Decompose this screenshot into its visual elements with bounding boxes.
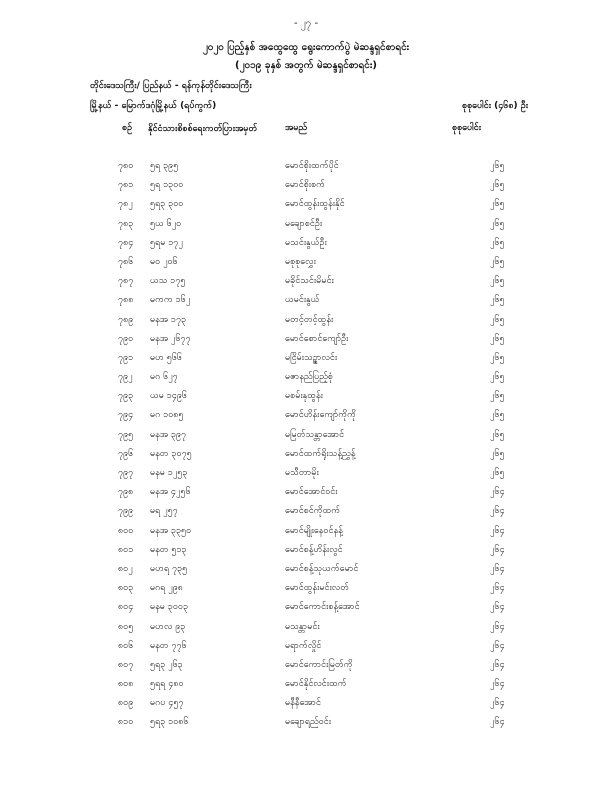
row-id: မဟရ ၇၃၅ bbox=[150, 563, 188, 574]
row-name: မရာက်လှိုင် bbox=[285, 640, 322, 651]
table-row bbox=[0, 505, 612, 524]
document-subtitle: (၂၀၁၉ ခုနှစ် အတွက် မဲဆန္ဒရှင်စာရင်း) bbox=[235, 60, 377, 71]
row-name: မောင်ကောင်းမြတ်ကို bbox=[285, 659, 353, 670]
row-number: ၇၈၈ bbox=[118, 295, 134, 306]
table-row bbox=[0, 275, 612, 294]
row-total: ၂၆၄ bbox=[490, 679, 505, 690]
row-number: ၈၁၀ bbox=[118, 717, 134, 728]
row-id: မနအ ၃၃၅၀ bbox=[150, 525, 192, 536]
row-id: မနမ ၃၀၀၃ bbox=[150, 602, 189, 613]
row-total: ၂၆၅ bbox=[490, 468, 505, 478]
row-name: မစုစုလွှေး bbox=[285, 256, 316, 267]
total-count-line: စုစုပေါင်း (၄၆၈) ဦး bbox=[462, 101, 529, 111]
row-name: မသင်းနွယ်ဦး bbox=[285, 237, 327, 248]
row-number: ၈၀၉ bbox=[118, 698, 134, 709]
row-id: ၅ရ ၃၉၅ bbox=[150, 161, 179, 171]
table-row bbox=[0, 333, 612, 352]
row-number: ၇၈၃ bbox=[118, 218, 134, 229]
table-row bbox=[0, 563, 612, 582]
row-total: ၂၆၅ bbox=[490, 429, 505, 440]
table-row bbox=[0, 160, 612, 179]
row-total: ၂၆၅ bbox=[490, 218, 505, 229]
row-number: ၈၀၅ bbox=[118, 621, 134, 632]
row-id: မနအ ၃၉၇ bbox=[150, 429, 187, 440]
table-row bbox=[0, 198, 612, 217]
column-header-total: စုစုပေါင်း bbox=[452, 123, 481, 133]
row-total: ၂၆၄ bbox=[490, 640, 505, 651]
row-id: ၅ရ ၁၃၀၀ bbox=[150, 180, 184, 191]
row-number: ၈၀၆ bbox=[118, 640, 134, 651]
row-name: မနီနီအောင် bbox=[285, 698, 321, 709]
row-total: ၂၆၅ bbox=[490, 237, 505, 248]
table-row bbox=[0, 716, 612, 735]
row-total: ၂၆၄ bbox=[490, 563, 505, 574]
row-id: မရ ၂၅၇ bbox=[150, 506, 178, 517]
row-total: ၂၆၅ bbox=[490, 256, 505, 267]
row-total: ၂၆၄ bbox=[490, 717, 505, 728]
row-id: မဟလ ၉၃ bbox=[150, 621, 186, 632]
row-number: ၇၉၂ bbox=[118, 372, 133, 383]
row-name: မောင်ဟိန်းကျော်ကိုကို bbox=[285, 410, 356, 421]
table-row bbox=[0, 294, 612, 313]
table-row bbox=[0, 371, 612, 390]
table-row bbox=[0, 582, 612, 601]
row-number: ၇၈၄ bbox=[118, 237, 134, 248]
row-total: ၂၆၅ bbox=[490, 410, 505, 421]
row-number: ၇၉၁ bbox=[118, 352, 134, 363]
row-total: ၂၆၅ bbox=[490, 199, 505, 210]
row-name: မောင်အောင်ဝင်း bbox=[285, 487, 338, 498]
row-number: ၈၀၄ bbox=[118, 602, 134, 613]
table-row bbox=[0, 697, 612, 716]
region-line: တိုင်းဒေသကြီး/ ပြည်နယ် - ရန်ကုန်တိုင်းဒေသကြီး bbox=[90, 81, 252, 91]
row-id: ၅ရ၃ ၁၀၈၆ bbox=[150, 717, 189, 728]
row-number: ၇၉၅ bbox=[118, 429, 134, 440]
row-number: ၇၈၂ bbox=[118, 199, 133, 210]
row-name: မောင်ထွန်းမင်းလတ် bbox=[285, 583, 349, 594]
row-number: ၇၈၆ bbox=[118, 256, 134, 267]
row-name: မောင်စောင်ကျော်ဦး bbox=[285, 333, 349, 344]
row-number: ၇၉၇ bbox=[118, 468, 134, 478]
row-total: ၂၆၄ bbox=[490, 602, 505, 613]
row-number: ၇၉၉ bbox=[118, 506, 134, 517]
row-id: ၅ရမ ၁၇၂ bbox=[150, 237, 183, 248]
table-row bbox=[0, 352, 612, 371]
row-id: ၅ရ၃ ၃၀၀ bbox=[150, 199, 184, 210]
row-total: ၂၆၅ bbox=[490, 391, 505, 402]
row-name: မောင်စန့်ဟိန်းလွင် bbox=[285, 544, 343, 555]
row-total: ၂၆၅ bbox=[490, 448, 505, 459]
voter-list bbox=[0, 160, 612, 736]
row-name: မတင့်တင့်ထွန်း bbox=[285, 314, 334, 325]
table-row bbox=[0, 621, 612, 640]
row-total: ၂၆၄ bbox=[490, 525, 505, 536]
row-total: ၂၆၅ bbox=[490, 161, 505, 171]
row-id: မဂပ ၄၅၇ bbox=[150, 698, 184, 709]
row-id: မဂ ၆၂၇ bbox=[150, 372, 178, 383]
row-id: မဂရ ၂၉၈ bbox=[150, 583, 183, 594]
row-name: မစမ်းနုထွန်း bbox=[285, 391, 323, 402]
column-header-id: နိုင်ငံသားစိစစ်ရေးကတ်ပြားအမှတ် bbox=[148, 124, 258, 134]
row-id: မနအ ၁၇၃ bbox=[150, 314, 187, 325]
table-row bbox=[0, 678, 612, 697]
row-id: မနမ ၁၂၅၃ bbox=[150, 468, 188, 478]
row-name: မခိုင်သင်းမိမင်း bbox=[285, 276, 334, 287]
table-row bbox=[0, 601, 612, 620]
row-name: မသီတာမိုး bbox=[285, 468, 319, 478]
row-name: မသန္တာမင်း bbox=[285, 621, 320, 632]
row-name: မောင်ကောင်းစန့်အောင် bbox=[285, 602, 360, 613]
row-total: ၂၆၅ bbox=[490, 314, 505, 325]
row-id: ယသ ၁၇၅ bbox=[150, 276, 186, 287]
row-name: မောင်စင်ကိုထက် bbox=[285, 506, 341, 517]
column-header-no: စဉ် bbox=[122, 123, 133, 133]
row-name: ယမင်းနွယ် bbox=[285, 295, 320, 306]
row-total: ၂၆၄ bbox=[490, 506, 505, 517]
row-id: မဂ ၁၀၈၅ bbox=[150, 410, 184, 421]
row-total: ၂၆၅ bbox=[490, 352, 505, 363]
row-number: ၇၉၃ bbox=[118, 391, 134, 402]
table-row bbox=[0, 390, 612, 409]
document-title: ၂၀၂၀ ပြည့်နှစ် အထွေထွေ ရွေးကောက်ပွဲ မဲဆန္ဒရှင်စာရင်း bbox=[202, 42, 410, 53]
table-row bbox=[0, 640, 612, 659]
row-total: ၂၆၅ bbox=[490, 276, 505, 287]
row-id: မနအ ၂၆၇၇ bbox=[150, 333, 191, 344]
row-name: မောင်စိုးစက် bbox=[285, 180, 325, 191]
row-total: ၂၆၄ bbox=[490, 659, 505, 670]
row-id: မဟ ၅၆၆ bbox=[150, 352, 182, 363]
table-row bbox=[0, 486, 612, 505]
row-number: ၈၀၂ bbox=[118, 563, 133, 574]
table-row bbox=[0, 409, 612, 428]
row-number: ၈၀၀ bbox=[118, 525, 134, 536]
row-name: မချောစင်ဦး bbox=[285, 218, 323, 229]
row-number: ၈၀၈ bbox=[118, 679, 134, 690]
table-row bbox=[0, 429, 612, 448]
row-number: ၈၀၁ bbox=[118, 544, 134, 555]
township-line: မြို့နယ် - မြောက်ဒဂုံမြို့နယ် (ရပ်ကွက်) bbox=[90, 101, 217, 111]
row-number: ၇၉၄ bbox=[118, 410, 134, 421]
row-total: ၂၆၅ bbox=[490, 372, 505, 383]
row-name: မချောရည်ဝင်း bbox=[285, 717, 332, 728]
table-row bbox=[0, 448, 612, 467]
row-id: မနအ ၄၂၅၆ bbox=[150, 487, 191, 498]
row-total: ၂၆၅ bbox=[490, 333, 505, 344]
table-row bbox=[0, 467, 612, 486]
page-number: - ၂၇ - bbox=[293, 18, 319, 29]
row-id: မနတ ၅၁၃ bbox=[150, 544, 187, 555]
row-id: မနတ ၇၇၆ bbox=[150, 640, 187, 651]
row-name: မောင်နိုင်လင်းထက် bbox=[285, 679, 347, 690]
row-total: ၂၆၄ bbox=[490, 698, 505, 709]
table-row bbox=[0, 237, 612, 256]
row-number: ၇၉၈ bbox=[118, 487, 134, 498]
row-number: ၈၀၃ bbox=[118, 583, 134, 594]
row-number: ၇၈၀ bbox=[118, 161, 134, 171]
row-number: ၇၉၀ bbox=[118, 333, 134, 344]
row-id: ၅ရရ ၄၈၀ bbox=[150, 679, 184, 690]
row-id: ၅ရ၃ ၂၆၃ bbox=[150, 659, 183, 670]
row-name: မောင်ထက်ရိုးသန့်ညွှန့် bbox=[285, 448, 356, 459]
row-name: မောင်စိုးထက်ပိုင် bbox=[285, 161, 339, 171]
row-name: မဇာနည်ပြည့်စုံ bbox=[285, 372, 333, 383]
column-header-name: အမည် bbox=[285, 123, 308, 133]
table-row bbox=[0, 525, 612, 544]
row-total: ၂၆၄ bbox=[490, 583, 505, 594]
row-total: ၂၆၄ bbox=[490, 621, 505, 632]
row-id: ယမ ၁၄၉၆ bbox=[150, 391, 187, 402]
row-number: ၇၉၆ bbox=[118, 448, 134, 459]
table-row bbox=[0, 544, 612, 563]
row-total: ၂၆၄ bbox=[490, 487, 505, 498]
row-id: မနတ ၃၀၇၅ bbox=[150, 448, 192, 459]
row-number: ၈၀၇ bbox=[118, 659, 134, 670]
row-name: မောင်မျိုးနေဝင်နန့် bbox=[285, 525, 343, 536]
row-number: ၇၈၇ bbox=[118, 276, 134, 287]
row-name: မောင်စန့်သုယက်မောင် bbox=[285, 563, 359, 574]
row-id: မကက ၁၆၂ bbox=[150, 295, 191, 306]
row-name: မငြိမ်းသဉ္ဇာလင်း bbox=[285, 352, 338, 363]
table-row bbox=[0, 314, 612, 333]
table-row bbox=[0, 179, 612, 198]
row-name: မမြတ်သန္တာအောင် bbox=[285, 429, 345, 440]
row-total: ၂၆၄ bbox=[490, 544, 505, 555]
row-id: မ၀ ၂၀၆ bbox=[150, 256, 178, 267]
row-total: ၂၆၅ bbox=[490, 180, 505, 191]
table-row bbox=[0, 218, 612, 237]
row-name: မောင်ထွန်းထွန်းနိုင် bbox=[285, 199, 345, 210]
row-number: ၇၈၁ bbox=[118, 180, 134, 191]
table-row bbox=[0, 256, 612, 275]
row-number: ၇၈၉ bbox=[118, 314, 134, 325]
table-row bbox=[0, 659, 612, 678]
row-id: ၅ယ ၆၂၀ bbox=[150, 218, 182, 229]
row-total: ၂၆၅ bbox=[490, 295, 505, 306]
